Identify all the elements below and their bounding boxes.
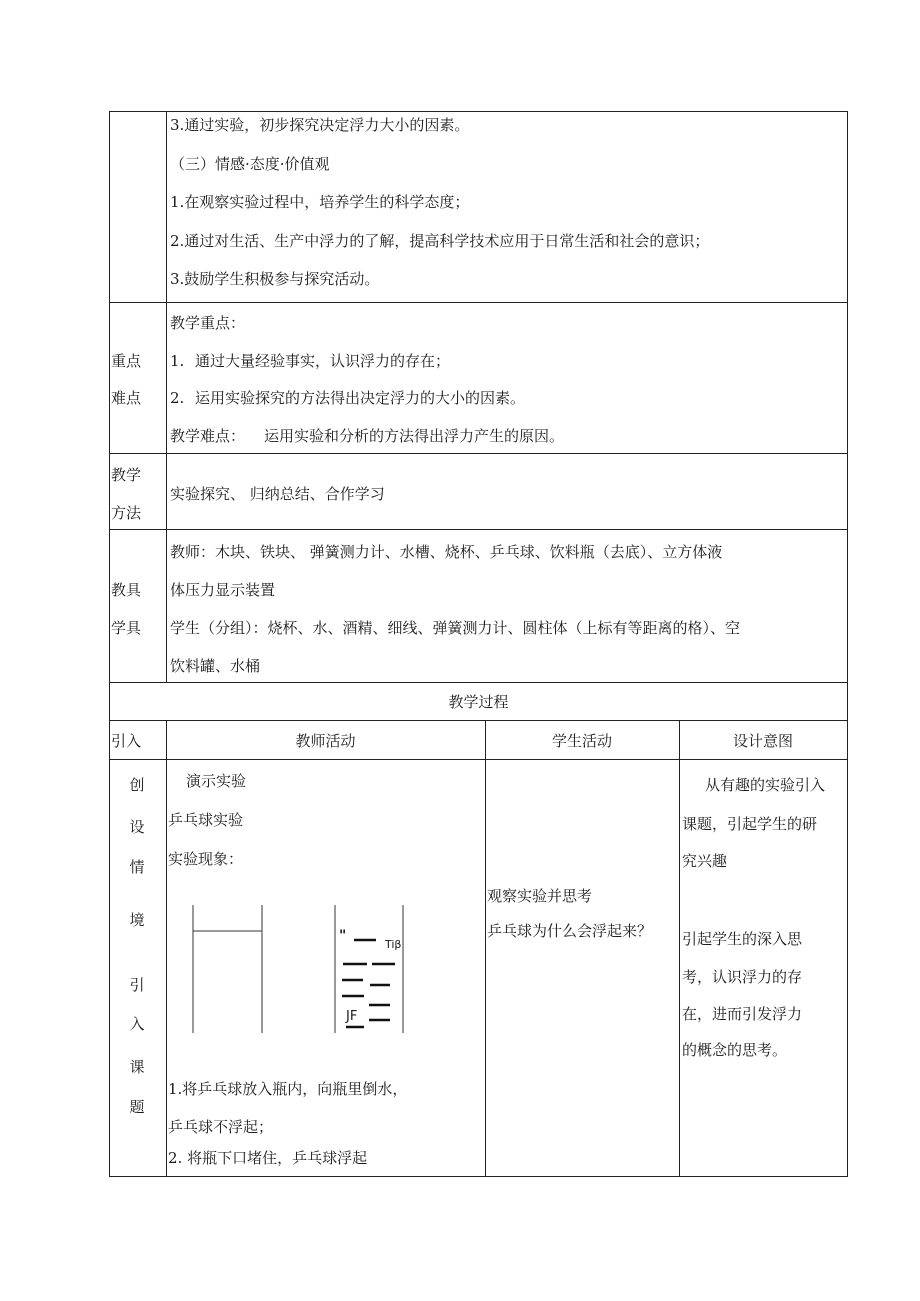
stage-char: 境 [129, 911, 145, 929]
objective-line: 3.通过实验，初步探究决定浮力大小的因素。 [170, 116, 470, 134]
intent-text: 究兴趣 [682, 852, 728, 870]
row-divider [109, 720, 848, 721]
row-divider [109, 453, 848, 454]
demo-heading: 演示实验 [186, 772, 247, 790]
objective-line: 2.通过对生活、生产中浮力的了解，提高科学技术应用于日常生活和社会的意识； [170, 232, 710, 250]
student-tools: 饮料罐、水桶 [170, 657, 261, 675]
experiment-name: 乒乓球实验 [168, 811, 244, 829]
bottle-figure-left [190, 905, 270, 1035]
step-text: 1.将乒乓球放入瓶内，向瓶里倒水， [168, 1080, 408, 1098]
list-item: 运用实验探究的方法得出决定浮力的大小的因素。 [195, 389, 526, 407]
label-column-divider [166, 111, 167, 682]
stage-char: 创 [129, 776, 145, 794]
stage-char: 题 [129, 1098, 145, 1116]
intent-text: 课题，引起学生的研 [682, 815, 818, 833]
row-label: 教学 [111, 466, 142, 484]
row-label: 方法 [111, 504, 142, 522]
stage-char: 入 [129, 1015, 145, 1033]
stage-char: 引 [129, 976, 145, 994]
intent-text: 从有趣的实验引入 [705, 776, 826, 794]
table-border-right [847, 111, 848, 1177]
row-label: 教具 [111, 581, 142, 599]
table-border-bottom [109, 1176, 848, 1177]
stage-char: 课 [129, 1058, 145, 1076]
intent-column-divider [679, 720, 680, 1177]
figure-mark: Tiβ [385, 938, 402, 951]
column-header-teacher: 教师活动 [295, 732, 356, 750]
bottle-figure-right [332, 905, 412, 1035]
row-divider [109, 529, 848, 530]
row-divider [109, 302, 848, 303]
label-column-divider-lower [166, 720, 167, 1177]
stage-char: 情 [129, 858, 145, 876]
list-number: 1. [170, 352, 185, 370]
step-text: 乒乓球不浮起； [168, 1118, 274, 1136]
objective-line: 3.鼓励学生积极参与探究活动。 [170, 270, 380, 288]
student-activity-text: 乒乓球为什么会浮起来？ [487, 922, 653, 940]
table-border-top [109, 111, 848, 112]
teacher-tools: 体压力显示装置 [170, 581, 276, 599]
student-tools: 学生（分组）：烧杯、水、酒精、细线、弹簧测力计、圆柱体（上标有等距离的格）、空 [170, 619, 741, 637]
intent-text: 在，进而引发浮力 [682, 1005, 803, 1023]
row-label: 难点 [111, 389, 142, 407]
difficulty-text: 运用实验和分析的方法得出浮力产生的原因。 [264, 427, 565, 445]
stage-char: 设 [129, 818, 145, 836]
difficulty-label: 教学难点： [170, 427, 246, 445]
list-number: 2. [170, 389, 185, 407]
student-activity-text: 观察实验并思考 [487, 887, 593, 905]
section-heading: （三）情感·态度·价值观 [170, 155, 330, 173]
column-header-student: 学生活动 [551, 732, 612, 750]
phenomenon-label: 实验现象： [168, 850, 244, 868]
objective-line: 1.在观察实验过程中，培养学生的科学态度； [170, 193, 470, 211]
table-border-left [109, 111, 110, 1177]
row-label: 学具 [111, 619, 142, 637]
intent-text: 考，认识浮力的存 [682, 968, 803, 986]
column-header-intro: 引入 [111, 732, 142, 750]
column-header-intent: 设计意图 [732, 732, 793, 750]
method-text: 实验探究、 归纳总结、合作学习 [170, 485, 385, 503]
figure-mark: JF [346, 1009, 358, 1024]
step-text: 2. 将瓶下口堵住，乒乓球浮起 [168, 1149, 368, 1167]
key-points-heading: 教学重点： [170, 314, 246, 332]
teacher-tools: 教师：木块、铁块、 弹簧测力计、水槽、烧杯、乒乓球、饮料瓶（去底）、立方体液 [170, 543, 723, 561]
row-divider [109, 759, 848, 760]
row-label: 重点 [111, 352, 142, 370]
process-title: 教学过程 [448, 693, 509, 711]
list-item: 通过大量经验事实，认识浮力的存在； [195, 352, 451, 370]
intent-text: 的概念的思考。 [682, 1041, 788, 1059]
row-divider [109, 682, 848, 683]
intent-text: 引起学生的深入思 [682, 930, 803, 948]
student-column-divider [485, 720, 486, 1177]
figure-mark: " [339, 928, 347, 944]
